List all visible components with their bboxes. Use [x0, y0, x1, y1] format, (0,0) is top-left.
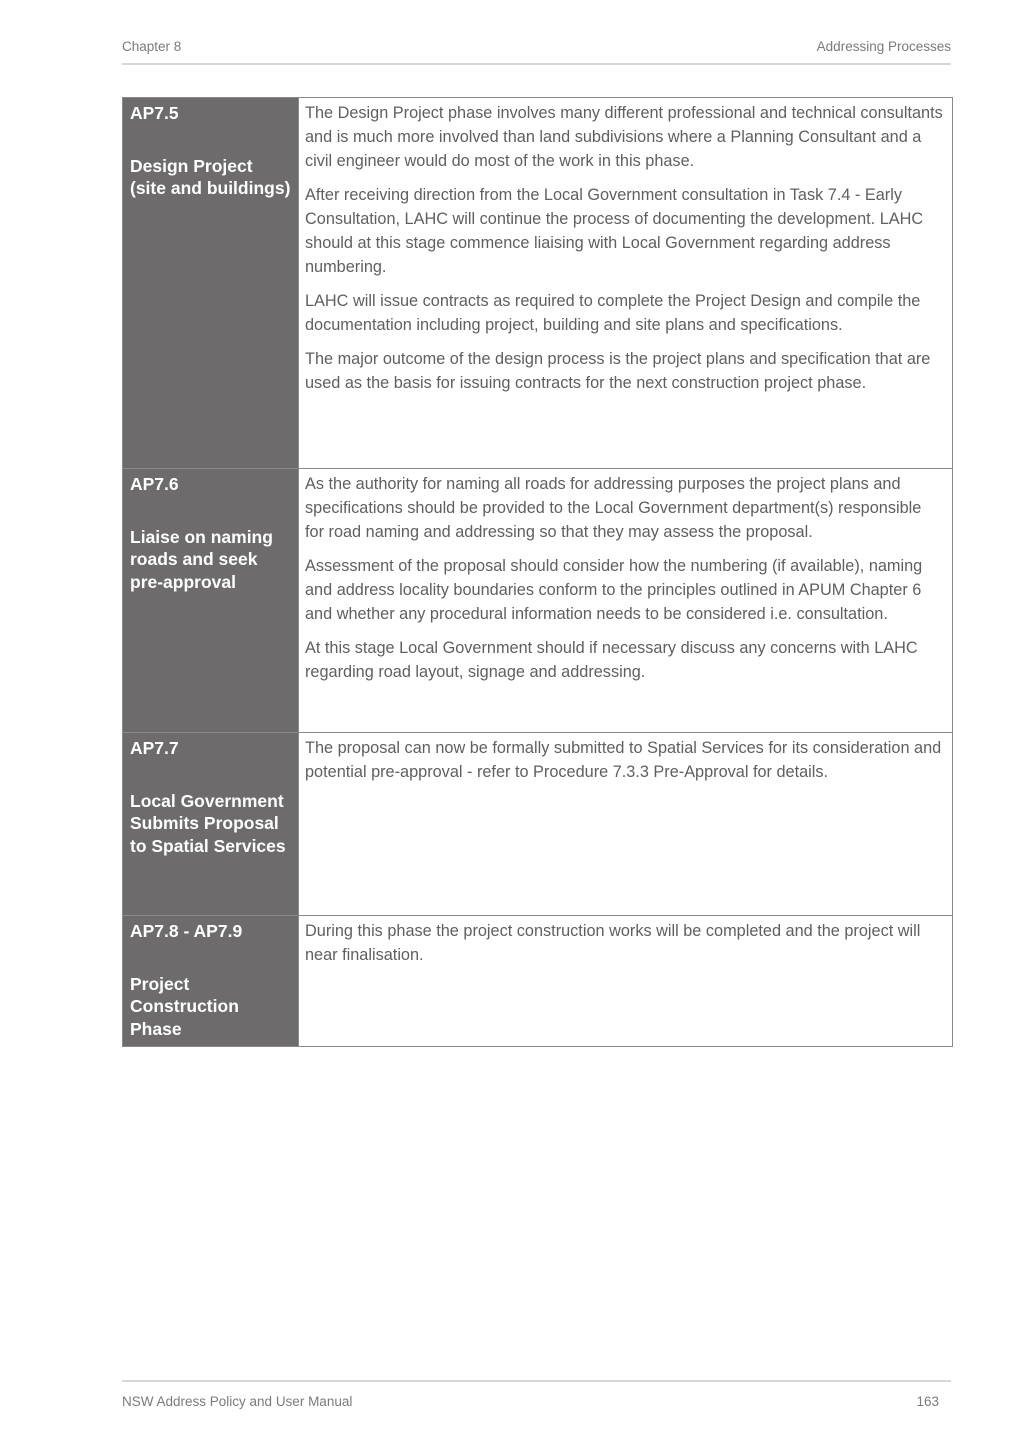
table-row — [123, 98, 953, 469]
step-code: AP7.8 - AP7.9 — [130, 921, 243, 941]
description-paragraph: The major outcome of the design process is the project plans and specification that are used as the basis for issuing contracts for the next construction project phase. — [305, 350, 931, 392]
step-heading-cell — [123, 916, 299, 1047]
description-paragraph: During this phase the project construction works will be completed and the project will near finalisation. — [305, 922, 921, 964]
step-title: Local Government Submits Proposal to Spatial Services — [130, 790, 286, 856]
step-description-cell — [299, 733, 953, 916]
step-title: Project Construction Phase — [130, 973, 239, 1039]
page-footer — [122, 1380, 951, 1412]
description-paragraph: At this stage Local Government should if necessary discuss any concerns with LAHC regarding road layout, signage and addressing. — [305, 639, 918, 681]
description-paragraph: The Design Project phase involves many different professional and technical consultants and is much more involved than land subdivisions where a Planning Consultant and a civil engineer would do most of the work in this phase. — [305, 104, 943, 170]
description-paragraph: LAHC will issue contracts as required to complete the Project Design and compile the documentation including project, building and site plans and specifications. — [305, 292, 921, 334]
step-heading-cell — [123, 98, 299, 469]
table-row — [123, 916, 953, 1047]
step-code: AP7.7 — [130, 738, 179, 758]
page-number: 163 — [916, 1394, 939, 1409]
process-steps-table — [122, 97, 953, 1047]
table-row — [123, 733, 953, 916]
step-code: AP7.6 — [130, 474, 179, 494]
step-title: Design Project (site and buildings) — [130, 155, 291, 198]
step-title: Liaise on naming roads and seek pre-approval — [130, 526, 273, 592]
chapter-label: Chapter 8 — [122, 39, 182, 54]
section-label: Addressing Processes — [816, 39, 951, 54]
step-description-cell — [299, 469, 953, 733]
description-paragraph: Assessment of the proposal should consider how the numbering (if available), naming and address locality boundaries conform to the principles outlined in APUM Chapter 6 and whether any procedural information needs to be considered i.e. consultation. — [305, 557, 923, 623]
table-row — [123, 469, 953, 733]
description-paragraph: The proposal can now be formally submitted to Spatial Services for its consideration and potential pre-approval - refer to Procedure 7.3.3 Pre-Approval for details. — [305, 739, 942, 781]
step-description-cell — [299, 98, 953, 469]
step-code: AP7.5 — [130, 103, 179, 123]
description-paragraph: After receiving direction from the Local Government consultation in Task 7.4 - Early Consultation, LAHC will continue the process of documenting the development. LAHC should at this stage commence liaising with Local Government regarding address numbering. — [305, 186, 924, 276]
document-title: NSW Address Policy and User Manual — [122, 1394, 353, 1409]
step-heading-cell — [123, 733, 299, 916]
running-header — [122, 37, 951, 65]
description-paragraph: As the authority for naming all roads for addressing purposes the project plans and specifications should be provided to the Local Government department(s) responsible for road naming and addressing so that they may assess the proposal. — [305, 475, 922, 541]
step-heading-cell — [123, 469, 299, 733]
step-description-cell — [299, 916, 953, 1047]
